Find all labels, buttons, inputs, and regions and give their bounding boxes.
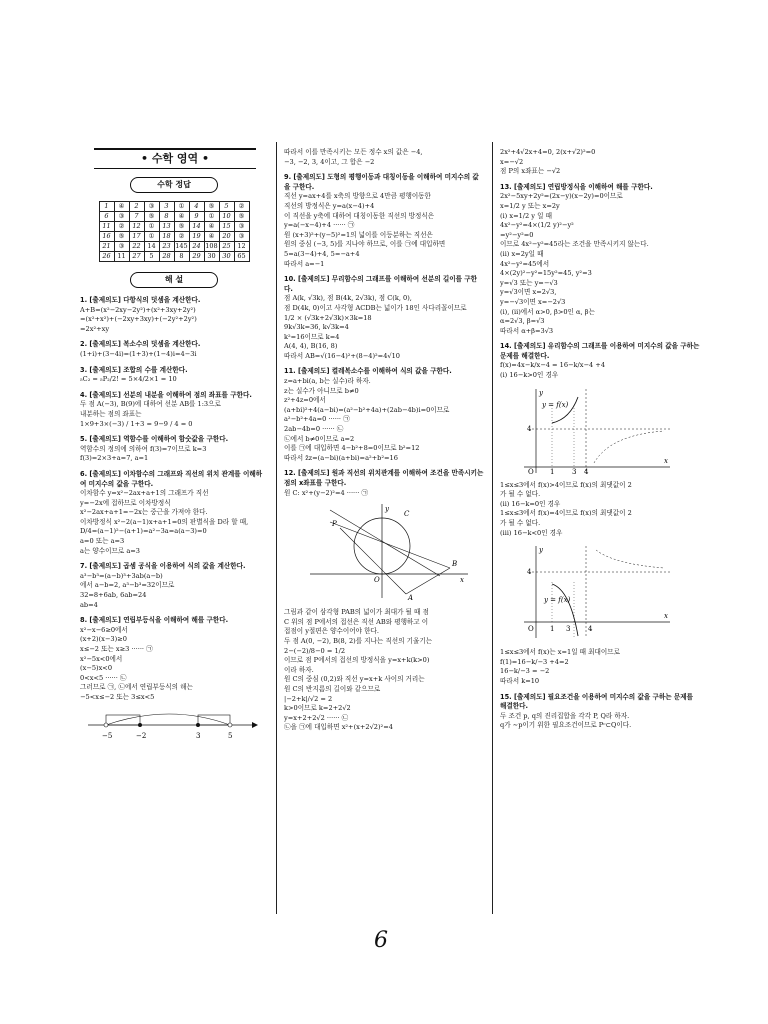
solution-heading: 5. [출제의도] 역함수를 이해하여 함숫값을 구한다. [80,435,229,444]
solution-line: D/4=(a−1)²−(a+1)=a²−3a=a(a−3)=0 [80,527,207,536]
answer-number: 3 [159,202,174,212]
solution-line: x²−x−6≥0에서 [80,625,128,634]
answer-value: ② [234,202,249,212]
solution-line: 원 C: x²+(y−2)²=4 ······ ㉠ [284,488,369,497]
answer-number: 15 [219,222,234,232]
solutions-right-c [500,648,700,731]
solution-line: x=1/2 y 또는 x=2y [500,201,560,210]
answer-number: 16 [99,232,114,242]
solution-line: |−2+k|/√2 = 2 [284,694,333,703]
solution-line: a³−b³=(a−b)³+3ab(a−b) [80,571,163,580]
solution-heading: 6. [출제의도] 이차함수의 그래프와 직선의 위치 관계를 이해하여 미지수의 값을 구한다. [80,469,263,488]
answer-number: 1 [99,202,114,212]
answer-value: 145 [175,242,188,250]
answer-value: ③ [234,222,249,232]
answer-number: 14 [189,222,204,232]
answer-number: 11 [99,222,114,232]
solution-line: k²=16이므로 k=4 [284,332,340,341]
solution-line: k>0이므로 k=2+2√2 [284,704,351,713]
solution-line: z²+4z=0에서 [284,396,326,405]
graph-x-tick: 3 [566,625,571,634]
solution-item [80,562,268,610]
answer-value: ③ [114,212,129,222]
solution-item [500,183,700,337]
solution-heading: 8. [출제의도] 연립부등식을 이해하여 해를 구한다. [80,616,229,625]
solution-line: 9k√3k=36, k√3k=4 [284,323,349,332]
solution-line: ㉡을 ㉠에 대입하면 x²+(x+2√2)²=4 [284,723,393,732]
answer-value: 30 [204,252,219,262]
solution-heading: 1. [출제의도] 다항식의 덧셈을 계산한다. [80,296,201,304]
answer-value: ④ [174,212,189,222]
solution-line: 이차방정식 x²−2(a−1)x+a+1=0의 판별식을 D라 할 때, [80,517,249,526]
answer-value: ⑤ [204,202,219,212]
answer-value: ④ [204,232,219,242]
solution-heading: 13. [출제의도] 연립방정식을 이해하여 해를 구한다. [500,182,653,191]
solution-item [80,296,268,334]
solution-heading: 9. [출제의도] 도형의 평행이동과 대칭이동을 이해하여 미지수의 값을 구한다. [284,173,479,191]
solution-item [284,367,484,463]
solution-line: 5=a(3−4)+4, 5=−a+4 [284,249,360,258]
solution-line: 4x²−y²=4×(1/2 y)²−y² [500,221,574,230]
solution-line: 1/2 × (√3k+2√3k)×3k=18 [284,313,372,322]
solution-line: −5<x≤−2 또는 3≤x<5 [80,692,155,701]
solution-item [284,173,484,269]
answer-value: ③ [114,242,129,252]
solution-line: 32=8+6ab, 6ab=24 [80,591,147,600]
solution-line: z는 실수가 아니므로 b≠0 [284,386,359,395]
solution-line: 내분하는 점의 좌표는 [80,409,142,418]
solution-item [284,275,484,361]
solution-line: y=√3 또는 y=−√3 [500,278,558,287]
answer-number: 8 [159,212,174,222]
solution-line: 따라서 z̄z=(a−bi)(a+bi)=a²+b²=16 [284,453,398,462]
solution-line: 이 직선을 y축에 대하여 대칭이동한 직선의 방정식은 [284,211,435,220]
solution-line: a는 양수이므로 a=3 [80,546,140,555]
solution-line: =y²−y²=0 [500,230,534,239]
solution-line: a=0 또는 a=3 [80,537,125,546]
answer-value: ① [204,212,219,222]
solution-line: z=a+bi(a, b는 실수)라 하자. [284,377,371,386]
solution-item [284,469,484,498]
solution-line: (ⅰ) x=1/2 y 일 때 [500,211,552,220]
answer-number: 5 [219,202,234,212]
solution-line: 이라 하자. [284,665,314,674]
answer-value: ④ [204,222,219,232]
solution-line: 1×9+3×(−3) / 1+3 = 9−9 / 4 = 0 [80,419,193,428]
solution-line: 원 (x+3)²+(y−5)²=1의 넓이를 이등분하는 직선은 [284,230,433,239]
answer-label: 수학 정답 [130,177,218,193]
answer-row [99,242,249,252]
solution-line: 0<x<5 ······ ㉡ [80,673,127,682]
answer-row [99,232,249,242]
answer-row [99,222,249,232]
solution-line: 두 점 A(0, −2), B(8, 2)를 지나는 직선의 기울기는 [284,636,433,645]
number-line-figure [80,707,260,741]
graph-x-tick: 1 [550,625,555,634]
solution-line: ab=4 [80,600,98,609]
solution-line: ₅C₂ = ₅P₂/2! = 5×4/2×1 = 10 [80,375,177,384]
solution-item [80,616,268,702]
column-left [80,142,268,745]
solution-line: 1≤x≤3에서 f(x)=4이므로 f(x)의 최댓값이 2 [500,509,632,518]
answer-value: 8 [174,252,189,262]
solution-line: 원의 중심 (−3, 5)를 지나야 하므로, 이를 ㉠에 대입하면 [284,240,446,249]
solution-line: x=−√2 [500,157,524,166]
answer-number: 2 [129,202,144,212]
solution-label: 해 설 [130,272,218,288]
answer-number: 26 [99,252,114,262]
answer-value: ⑤ [234,212,249,222]
answer-value: ③ [234,232,249,242]
solutions-middle-bottom [284,608,484,733]
solution-heading: 7. [출제의도] 곱셈 공식을 이용하여 식의 값을 계산한다. [80,562,246,571]
solution-line: 이차함수 y=x²−2ax+a+1의 그래프가 직선 [80,489,209,498]
solution-line: 두 점 A(−3), B(9)에 대하여 선분 AB를 1:3으로 [80,400,221,409]
nl-tick: 5 [228,731,233,740]
graph-x-tick: 4 [588,625,593,634]
answer-number: 23 [159,242,174,252]
solution-line: 역함수의 정의에 의하여 f(3)=7이므로 k=3 [80,444,207,453]
solution-line: y=x+2+2√2 ······ ㉡ [284,713,349,722]
graph-axis-y: y [539,388,543,397]
answer-number: 24 [189,242,204,252]
solution-line: 접점이 y절편은 양수이어야 한다. [284,627,379,636]
solution-line: 원 C의 반지름의 길이와 같으므로 [284,684,381,693]
solution-item [80,366,268,385]
nl-tick: −5 [102,731,113,740]
solution-line: (ⅰ), (ⅱ)에서 α>0, β>0인 α, β는 [500,307,595,316]
answer-grid [99,201,250,262]
graph-y-tick: 4 [527,424,532,433]
answer-row [99,212,249,222]
solution-line: C 위의 점 P에서의 접선은 직선 AB와 평행하고 이 [284,617,429,626]
solution-line: 4x²−y²=45에서 [500,259,550,268]
solution-item [500,148,700,177]
solution-line: 두 조건 p, q의 진리집합을 각각 P, Q라 하자. [500,711,630,720]
solutions-right-b [500,481,700,539]
fig-label: P [332,520,337,529]
solution-line: 가 될 수 없다. [500,490,541,499]
graph-func-label: y = f(x) [544,596,571,605]
graph-axis-x: x [664,612,668,621]
answer-number: 17 [129,232,144,242]
solution-line: (ⅰ) 16−k>0인 경우 [500,371,559,380]
solution-line: 4×(2y)²−y²=15y²=45, y²=3 [500,269,592,278]
solution-line: y=−2x에 접하므로 이차방정식 [80,498,171,507]
graph-x-tick: 4 [584,467,589,475]
solution-line: y=−√3이면 x=−2√3 [500,297,566,306]
answer-value: ① [174,202,189,212]
answer-value: 108 [205,242,218,250]
solution-item [500,648,700,686]
solution-line: 따라서 a=−1 [284,259,325,268]
solution-line: 에서 a−b=2, a³−b³=32이므로 [80,581,175,590]
fig-label: x [460,576,464,585]
answer-number: 25 [219,242,234,252]
solution-item [500,693,700,731]
solution-item [80,435,268,464]
answer-number: 30 [219,252,234,262]
solution-heading: 14. [출제의도] 유리함수의 그래프를 이용하여 미지수의 값을 구하는 문제를 해결한다. [500,342,700,360]
solution-heading: 15. [출제의도] 필요조건을 이용하여 미지수의 값을 구하는 문제를 해결한다. [500,692,694,711]
solution-line: A(4, 4), B(16, 8) [284,342,338,351]
solution-line: 그러므로 ㉠, ㉡에서 연립부등식의 해는 [80,683,193,692]
answer-row [99,202,249,212]
solution-line: y=√3이면 x=2√3, [500,288,557,297]
solution-line: q가 ∼p이기 위한 필요조건이므로 Pᶜ⊂Q이다. [500,721,632,730]
solution-line: 2ab−4b=0 ······ ㉡ [284,425,344,434]
solution-line: 직선의 방정식은 y=a(x−4)+4 [284,201,375,210]
solution-line: 이를 ㉠에 대입하면 4−b²+8=0이므로 b²=12 [284,444,420,453]
graph-x-tick: O [528,625,534,634]
solution-item [500,481,700,539]
graph-x-tick: 1 [550,467,555,475]
column-divider-1 [276,142,277,914]
solution-line: f(1)=16−k/−3 +4=2 [500,657,569,666]
solution-line: 그림과 같이 삼각형 PAB의 넓이가 최대가 될 때 점 [284,608,429,617]
solution-line: (ⅱ) 16−k=0인 경우 [500,499,561,508]
solution-heading: 12. [출제의도] 원과 직선의 위치관계를 이해하여 조건을 만족시키는 점의 x좌표를 구한다. [284,469,484,487]
solution-line: α=2√3, β=√3 [500,317,545,326]
graph-y-tick: 4 [527,568,532,577]
solution-line: (ⅱ) x=2y일 때 [500,249,544,258]
solution-line: 점 D(4k, 0)이고 사각형 ACDB는 넓이가 18인 사다리꼴이므로 [284,303,467,312]
answer-number: 27 [129,252,144,262]
solution-line: ㉡에서 b≠0이므로 a=2 [284,434,355,443]
solution-line: A+B=(x²−2xy−2y²)+(x²+3xy+2y²) [80,305,196,314]
answer-number: 19 [189,232,204,242]
solution-line: 따라서 이를 만족시키는 모든 정수 x의 값은 −4, [284,148,423,156]
column-divider-2 [492,142,493,914]
solution-line: y=a(−x−4)+4 ······ ㉠ [284,221,355,230]
solution-item [284,608,484,733]
answer-number: 10 [219,212,234,222]
answer-number: 21 [99,242,114,252]
solution-line: 가 될 수 없다. [500,519,541,528]
answer-value: 11 [114,252,129,262]
nl-tick: 3 [196,731,201,740]
answer-number: 6 [99,212,114,222]
solution-item [500,342,700,380]
solution-line: 1≤x≤3에서 f(x)는 x=1일 때 최대이므로 [500,648,620,657]
answer-value: 12 [234,242,249,252]
solution-line: x²−2ax+a+1=−2x는 중근을 가져야 한다. [80,508,208,517]
answer-value: 14 [144,242,159,252]
solution-line: 점 P의 x좌표는 −√2 [500,167,561,176]
solution-line: x²−5x<0에서 [80,654,123,663]
answer-number: 29 [189,252,204,262]
fig-label: A [408,594,414,603]
fig-label: B [452,560,458,569]
solutions-right-a [500,148,700,381]
column-right [500,142,700,731]
solution-line: −3, −2, 3, 4이고, 그 합은 −2 [284,157,375,166]
graph-x-tick: 3 [572,467,577,475]
solution-line: =2x²+xy [80,324,110,333]
solution-line: 따라서 k=10 [500,677,540,685]
solution-line: (ⅲ) 16−k<0인 경우 [500,528,563,537]
solution-line: 2x²+4√2x+4=0, 2(x+√2)²=0 [500,148,596,156]
answer-number: 7 [129,212,144,222]
answer-value: ① [144,232,159,242]
answer-number: 9 [189,212,204,222]
answer-number: 4 [189,202,204,212]
answer-value: ④ [114,202,129,212]
solutions-middle-top [284,148,484,498]
solution-heading: 3. [출제의도] 조합의 수를 계산한다. [80,365,188,374]
solution-item [284,148,484,167]
answer-value: ⑤ [144,212,159,222]
fig-label: y [385,505,389,514]
circle-tangent-figure [290,502,470,602]
answer-value: ② [114,222,129,232]
column-middle [284,142,484,733]
answer-value: ① [144,222,159,232]
solution-line: 따라서 AB=√(16−4)²+(8−4)²=4√10 [284,351,400,360]
answer-value: ③ [144,202,159,212]
solution-heading: 2. [출제의도] 복소수의 덧셈을 계산한다. [80,340,201,349]
answer-number: 12 [129,222,144,232]
answer-value: ⑤ [114,232,129,242]
graph-axis-x: x [664,456,668,465]
page-title: • 수학 영역 • [94,148,256,169]
solution-line: f(x)=4x−k/x−4 = 16−k/x−4 +4 [500,361,606,370]
solution-line: 따라서 α+β=3√3 [500,326,554,335]
solution-line: 이므로 점 P에서의 접선의 방정식을 y=x+k(k>0) [284,656,430,665]
solution-line: (x−5)x<0 [80,664,113,673]
answer-row [99,252,249,262]
solution-line: 16−k/−3 = −2 [500,667,550,676]
solution-line: 2x²−5xy+2y²=(2x−y)(x−2y)=0이므로 [500,192,623,201]
solution-item [80,391,268,429]
solution-line: =(x²+x²)+(−2xy+3xy)+(−2y²+2y²) [80,315,197,324]
solution-heading: 4. [출제의도] 선분의 내분을 이해하여 점의 좌표를 구한다. [80,390,252,399]
solution-line: a²−b²+4a=0 ······ ㉠ [284,415,350,424]
solution-line: 이므로 4x²−y²=45라는 조건을 만족시키지 않는다. [500,240,649,249]
graph-axis-y: y [539,546,543,555]
solutions-left [80,296,268,703]
answer-value: 65 [234,252,249,262]
answer-number: 18 [159,232,174,242]
graph-func-label: y = f(x) [542,400,569,409]
solution-line: f(3)=2×3+a=7, a=1 [80,454,149,463]
solution-line: (1+i)+(3−4i)=(1+3)+(1−4)i=4−3i [80,349,197,358]
solution-line: (x+2)(x−3)≥0 [80,635,127,644]
solution-heading: 10. [출제의도] 무리함수의 그래프를 이해하여 선분의 길이를 구한다. [284,275,478,293]
answer-value: 5 [144,252,159,262]
nl-tick: −2 [136,731,147,740]
solution-line: x≤−2 또는 x≥3 ······ ㉠ [80,645,153,653]
solution-line: 점 A(k, √3k), 점 B(4k, 2√3k), 점 C(k, 0), [284,294,412,303]
solution-line: 직선 y=ax+4를 x축의 방향으로 4만큼 평행이동한 [284,192,431,201]
solution-line: 원 C의 중심 (0,2)와 직선 y=x+k 사이의 거리는 [284,675,425,684]
fig-label: O [374,576,380,585]
rational-graph-1 [514,385,674,475]
answer-number: 28 [159,252,174,262]
page-number: 6 [374,928,388,953]
solution-line: (a+bi)²+4(a−bi)=(a²−b²+4a)+(2ab−4b)i=0이므로 [284,405,450,414]
answer-value: ⑤ [174,222,189,232]
answer-value: ② [174,232,189,242]
solution-heading: 11. [출제의도] 켤레복소수를 이해하여 식의 값을 구한다. [284,367,452,376]
graph-x-tick: O [528,467,534,475]
solution-line: 2−(−2)/8−0 = 1/2 [284,646,346,655]
rational-graph-2 [514,542,674,642]
answer-number: 13 [159,222,174,232]
answer-number: 20 [219,232,234,242]
solution-item [80,340,268,359]
solution-line: 1≤x≤3에서 f(x)>4이므로 f(x)의 최댓값이 2 [500,480,632,489]
solution-item [80,470,268,556]
fig-label: C [404,510,410,519]
answer-number: 22 [129,242,144,252]
